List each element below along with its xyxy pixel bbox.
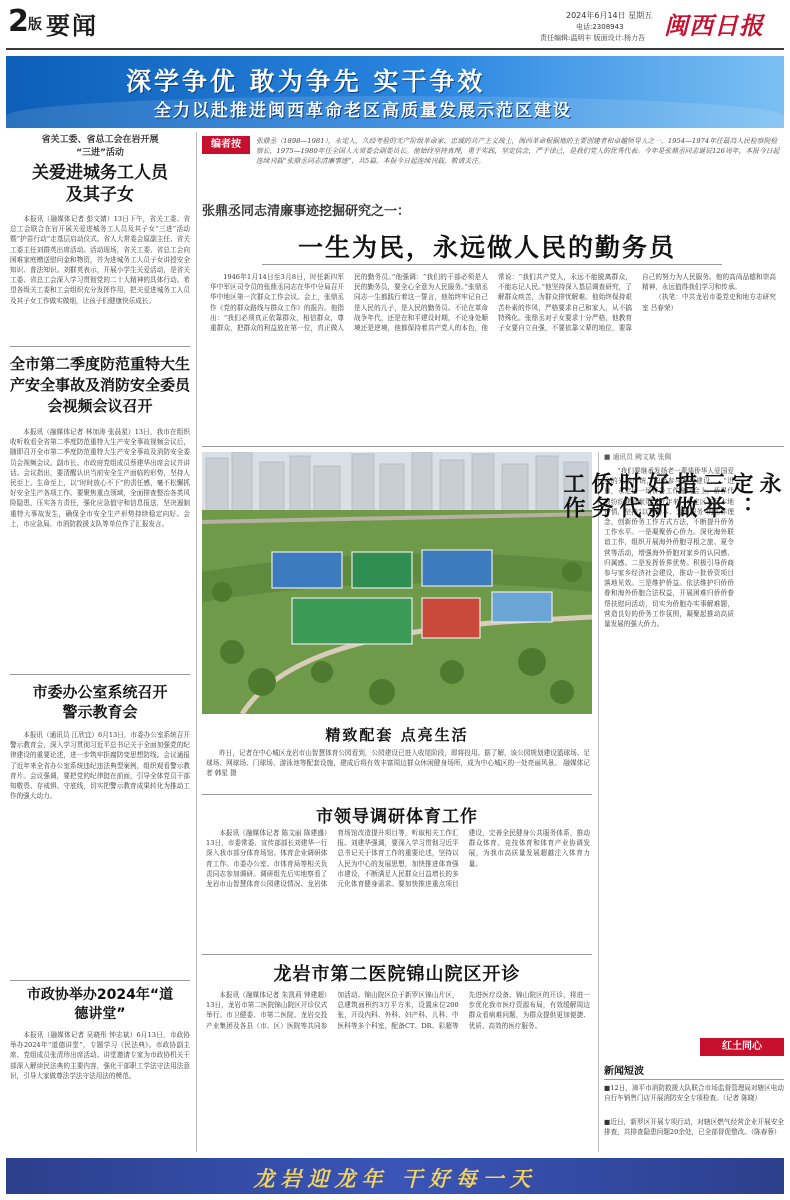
section-box-label: 红土同心 (700, 1038, 784, 1056)
news-brief-label: 新闻短波 (604, 1062, 784, 1080)
banner-line-2: 全力以赴推进闽西革命老区高质量发展示范区建设 (154, 101, 572, 121)
slogan-banner (6, 56, 784, 128)
news-brief (604, 1062, 784, 1152)
page-unit: 版 (28, 17, 42, 33)
article-body: 本报讯（融媒体记者 林加涛 张晨星）13日，我市在组织收听收看全省第二季度防范重特大生产安全事故视频会议后，随即召开全市第二季度防范重特大生产安全事故及消防安全委员会视频会议。副市长、市政府党组成员蔡建华出席会议并讲话。会议指出，要清醒认识当前安全生产面临的形势，坚持人民至上、生命至上，以“时时放心不下”的责任感，毫不松懈抓好安全生产各项工作。要聚焦重点领域，全面排查整治各类风险隐患，压实各方责任，强化应急值守和信息报送，坚决遏制重特大事故发生，确保全市安全生产形势持续稳定向好。会上，市应急局、市消防救援支队等单位作了汇报发言。 (10, 428, 190, 528)
article-body: 本报讯（通讯员 江欣宜）6月13日，市委办公室系统召开警示教育会，深入学习贯彻习近平总书记关于全面加强党的纪律建设的重要论述，进一步筑牢拒腐防变思想防线。会议通报了近年来全省办公室系统违纪违法典型案例，组织观看警示教育片。会议强调，要把党的纪律挺在前面，引导全体党员干部知敬畏、存戒惧、守底线，切实把警示教育成果转化为推动工作的强大动力。 (10, 731, 190, 801)
footer-slogan: 龙岩迎龙年 干好每一天 (253, 1167, 537, 1191)
divider (10, 980, 190, 981)
article-title: 市委办公室系统召开警示教育会 (32, 683, 168, 721)
right-story-byline: ■ 通讯员 阙文斌 张佩 (604, 453, 672, 461)
bottom-story-body: 本报讯（融媒体记者 朱凯莉 钟建超）13日，龙岩市第二医院锦山院区开诊仪式举行。市卫健委、市第二医院、龙岩交投产业集团及各县（市、区）医院等共同参加活动。锦山院区位于新罗区锦山片区，总建筑面积约3万平方米，设置床位200张，开设内科、外科、妇产科、儿科、中医科等多个科室，配备CT、DR、彩超等先进医疗设备。锦山院区的开诊，将进一步优化我市医疗资源布局，有效缓解周边群众看病难问题，为群众提供更加便捷、优质、高效的医疗服务。 (206, 991, 590, 1030)
article-title: 市政协举办2024年“道德讲堂” (26, 987, 174, 1022)
divider (202, 446, 784, 447)
divider (10, 674, 190, 675)
col1-article-1 (10, 132, 190, 378)
article-kicker: 省关工委、省总工会在岩开展 (41, 135, 159, 145)
divider (202, 794, 592, 795)
footer-banner (6, 1158, 784, 1194)
news-brief-item: ■12日，漳平市消防救援大队联合市场监督管理局对辖区电动自行车销售门店开展消防安全专项检查。（记者 陈晓） (604, 1084, 784, 1103)
story-byline: （执笔：中共龙岩市委党史和地方志研究室 吕春荣） (642, 293, 776, 312)
article-body: 本报讯（融媒体记者 彭文婧）13日下午，省关工委、省总工会联合在岩开展关爱进城务工人员及其子女“三进”活动暨“护苗行动”走基层启动仪式。省人大常委会原副主任、省关工委主任刘群英出席活动。活动现场，省关工委、省总工会向困难家庭赠送慰问金和物资，并为进城务工人员子女讲授安全知识、普法知识。刘群英表示，开展小学生关爱活动，是省关工委、省总工会深入学习贯彻党的二十大精神的具体行动。希望各级关工委和工会组织充分发挥作用，把关爱进城务工人员及其子女工作做实做细，让孩子们健康快乐成长。 (10, 215, 190, 305)
divider (202, 954, 592, 955)
banner-line-1: 深学争优 敢为争先 实干争效 (126, 67, 486, 96)
article-body: 本报讯（融媒体记者 吴晓彤 钟志斌）6月13日，市政协举办2024年“道德讲堂”，专题学习《民法典》。市政协副主席、党组成员张清珍出席活动。讲堂邀请专家为市政协机关干部深入解读民法典的主要内容，强化干部职工学法守法用法意识，引导大家做尊法学法守法用法的模范。 (10, 1031, 190, 1080)
bottom-story-title: 龙岩市第二医院锦山院区开诊 (273, 964, 521, 985)
column-divider (196, 132, 197, 1152)
editor-note-text: 张鼎丞（1898—1981），永定人，久经考验的无产阶级革命家、忠诚的共产主义战士，闽西革命根据地的主要创建者和卓越领导人之一，1954—1974年任最高人民检察院检察长，1975—1980年任全国人大常委会副委员长。他始终坚持真理，勇于实践，坚定信念，严于律己，是我们党人的优秀代表。今年是张鼎丞同志诞辰126周年，本报今日起连续刊载“张鼎丞同志清廉事迹”，共5篇。本报今日起连续刊载，敬请关注。 (256, 137, 780, 166)
right-story-body: “我们要继承发扬老一辈华侨华人爱国爱乡的光荣传统，积极参与家乡建设……”近日，永定区一场侨务工作座谈会上，侨界代表纷纷建言献策。近年来，永定区立足本地侨情，坚持“以人为本、为侨服务”的工作理念，创新侨务工作方式方法，不断提升侨务工作水平。一是凝聚侨心侨力。深化海外联谊工作，组织开展海外侨胞寻根之旅、夏令营等活动，增强海外侨胞对家乡的认同感、归属感。二是发挥侨界优势。积极引导侨商参与家乡经济社会建设，推动一批侨资项目落地见效。三是维护侨益。依法维护归侨侨眷和海外侨胞合法权益，开展困难归侨侨眷帮扶慰问活动，切实为侨胞办实事解难题，营造良好的侨务工作氛围，凝聚起推动高质量发展的强大侨力。 (604, 467, 734, 629)
story-kicker: 张鼎丞同志清廉事迹挖掘研究之一： (202, 204, 411, 219)
park-photo (202, 452, 592, 714)
article-title: 关爱进城务工人员及其子女 (32, 163, 168, 205)
right-story (560, 452, 784, 1052)
story-title: 一生为民，永远做人民的勤务员 (298, 233, 677, 262)
story-body: 1946年1月14日至3月8日，时任新四军华中军区司令员的张鼎丞同志在华中分局召开华中地区第一次群众工作会议。会上，张鼎丞作《党的群众路线与群众工作》的报告。他指出：“我们必须真正依靠群众，相信群众，尊重群众，把群众的利益放在第一位，真正做人民的勤务员。”他强调：“我们的干部必须是人民的勤务员，要全心全意为人民服务。”张鼎丞同志一生都践行着这一誓言，他始终牢记自己是人民的儿子，是人民的勤务员。不论在革命战争年代，还是在和平建设时期，不论身处顺境还是逆境，他都保持着共产党人的本色，他常说：“我们共产党人，永远不能脱离群众，不能忘记人民。”他坚持深入基层调查研究，了解群众疾苦，为群众排忧解难。他始终保持艰苦朴素的作风，严格要求自己和家人，从不搞特殊化。张鼎丞对子女要求十分严格，他教育子女要自立自强，不要依靠父辈的地位，要靠自己的努力为人民服务。他的高尚品德和崇高精神，永远值得我们学习和传承。 （执笔：中共龙岩市委党史和地方志研究室 吕春荣） (210, 273, 776, 333)
photo-caption: 昨日，记者在中心城区龙岩市山智慧体育公园看到，公园建设已进入收尾阶段，即将投用。据了解，该公园规划建设篮球场、足球场、网球场、门球场、游泳池等配套设施，建成后将有效丰富周边群众休闲健身场所，成为中心城区的一处亮丽风景。 融媒体记者 韩星 摄 (206, 749, 590, 778)
photo-credit: 融媒体记者 韩星 摄 (206, 759, 590, 778)
photo-caption-title: 精致配套 点亮生活 (325, 726, 469, 744)
editor-credits: 责任编辑:温明丰 版面设计:杨力吾 (540, 34, 645, 42)
title-underline (262, 264, 722, 265)
mid-story-body: 本报讯（融媒体记者 陈文丽 陈建盛）13日，市委常委、宣传部部长刘建华一行深入我市部分体育场馆、体育企业调研体育工作。市委办公室、市体育局等相关负责同志参加调研。调研组先后实地察看了龙岩市山智慧体育公园建设情况、龙岩体育场馆改造提升项目等，听取相关工作汇报。刘建华强调，要深入学习贯彻习近平总书记关于体育工作的重要论述，坚持以人民为中心的发展思想，加快推进体育强市建设，不断满足人民群众日益增长的多元化体育健身需求。要加快推进重点项目建设，完善全民健身公共服务体系，推动群众体育、竞技体育和体育产业协调发展，为我市高质量发展超越注入体育力量。 (206, 829, 590, 889)
page-header (0, 0, 790, 52)
issue-date: 2024年6月14日 星期五 (566, 11, 653, 20)
article-kicker-2: “三进”活动 (76, 148, 124, 158)
page-number: 2 (8, 4, 29, 39)
col1-article-3 (10, 682, 190, 976)
news-brief-item: ■近日，新罗区开展专项行动，对辖区燃气经营企业开展安全排查，共排查隐患问题20余处，已全部督促整改。（陈春蓉） (604, 1118, 784, 1137)
article-title: 全市第二季度防范重特大生产安全事故及消防安全委员会视频会议召开 (10, 355, 191, 415)
divider (10, 346, 190, 347)
column-divider (598, 452, 599, 1152)
section-title: 要闻 (46, 12, 98, 40)
editor-note-label: 编者按 (202, 136, 250, 154)
header-rule (6, 48, 784, 50)
editor-note (202, 134, 784, 188)
phone-number: 电话:2308943 (576, 23, 624, 31)
right-story-title: 永定：三举措做好新时代侨务工作 (560, 472, 781, 520)
masthead-logo: 闽西日报 (664, 11, 764, 40)
park-aerial-illustration (202, 452, 592, 714)
mid-story-title: 市领导调研体育工作 (316, 807, 478, 827)
col1-article-2 (10, 354, 190, 649)
